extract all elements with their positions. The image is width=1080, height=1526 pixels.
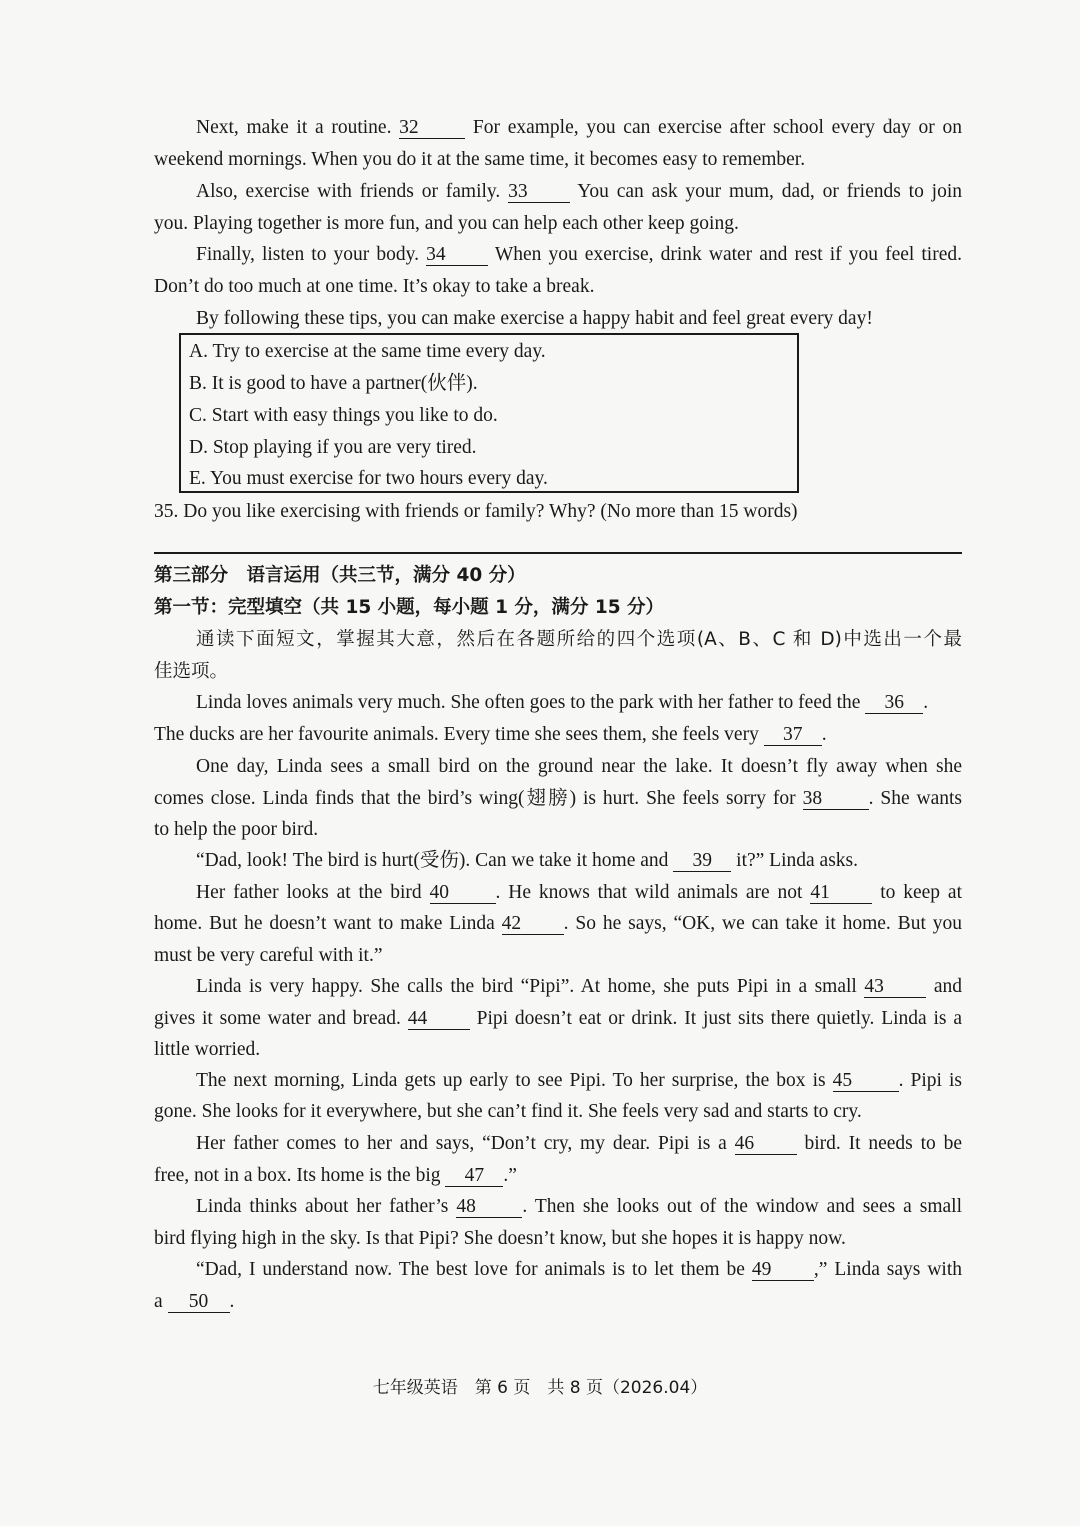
text: Linda thinks about her father’s bbox=[196, 1196, 449, 1217]
blank-39: 39 bbox=[673, 851, 731, 872]
blank-42: 42 bbox=[502, 914, 564, 935]
cloze-line-1 bbox=[196, 691, 962, 715]
text: You can ask your mum, dad, or friends to join bbox=[577, 181, 962, 202]
footer-text: 七年级英语 第 6 页 共 8 页（2026.04） bbox=[372, 1378, 708, 1398]
blank-44: 44 bbox=[408, 1009, 470, 1030]
cloze-line-9: must be very careful with it.” bbox=[154, 945, 383, 966]
blank-41: 41 bbox=[810, 883, 872, 904]
blank-47: 47 bbox=[445, 1166, 503, 1187]
text: . He knows that wild animals are not bbox=[495, 882, 803, 903]
text: “Dad, look! The bird is hurt(受伤). Can we take it home and bbox=[196, 850, 669, 871]
reading-line-3 bbox=[196, 180, 962, 204]
blank-49: 49 bbox=[752, 1260, 814, 1281]
text: . bbox=[923, 692, 929, 713]
cloze-line-5: to help the poor bird. bbox=[154, 819, 319, 840]
part-title: 第三部分 语言运用（共三节，满分 40 分） bbox=[154, 565, 526, 586]
text: Linda is very happy. She calls the bird “Pipi”. At home, she puts Pipi in a small bbox=[196, 976, 857, 997]
cloze-line-17 bbox=[196, 1195, 962, 1219]
text: home. But he doesn’t want to make Linda bbox=[154, 913, 495, 934]
reading-line-4: you. Playing together is more fun, and you can help each other keep going. bbox=[154, 213, 739, 234]
reading-line-1 bbox=[196, 116, 962, 140]
blank-45: 45 bbox=[833, 1071, 899, 1092]
text: free, not in a box. Its home is the big bbox=[154, 1165, 441, 1186]
blank-38: 38 bbox=[803, 789, 869, 810]
blank-50: 50 bbox=[168, 1292, 230, 1313]
cloze-line-16 bbox=[154, 1164, 962, 1188]
blank-46: 46 bbox=[735, 1134, 797, 1155]
blank-36: 36 bbox=[865, 693, 923, 714]
blank-33: 33 bbox=[508, 182, 570, 203]
option-c: C. Start with easy things you like to do. bbox=[189, 405, 498, 426]
text: . bbox=[229, 1291, 235, 1312]
text: . Then she looks out of the window and sees a small bbox=[522, 1196, 963, 1217]
option-d: D. Stop playing if you are very tired. bbox=[189, 437, 477, 458]
text: . bbox=[821, 724, 827, 745]
cloze-line-2 bbox=[154, 723, 962, 747]
cloze-line-4 bbox=[154, 787, 962, 811]
text: to keep at bbox=[880, 882, 963, 903]
instruction-line-1: 通读下面短文，掌握其大意，然后在各题所给的四个选项(A、B、C 和 D)中选出一个最 bbox=[196, 629, 962, 650]
text: Next, make it a routine. bbox=[196, 117, 392, 138]
text: When you exercise, drink water and rest if you feel tired. bbox=[494, 244, 962, 265]
cloze-line-3: One day, Linda sees a small bird on the ground near the lake. It doesn’t fly away when she bbox=[196, 756, 962, 777]
cloze-line-6 bbox=[196, 849, 962, 873]
text: gives it some water and bread. bbox=[154, 1008, 401, 1029]
cloze-line-14: gone. She looks for it everywhere, but she can’t find it. She feels very sad and starts to cry. bbox=[154, 1101, 862, 1122]
text: Her father looks at the bird bbox=[196, 882, 422, 903]
option-a: A. Try to exercise at the same time every day. bbox=[189, 341, 546, 362]
text: Also, exercise with friends or family. bbox=[196, 181, 501, 202]
text: Pipi doesn’t eat or drink. It just sits there quietly. Linda is a bbox=[476, 1008, 962, 1029]
section-divider bbox=[154, 552, 962, 554]
cloze-line-8 bbox=[154, 912, 962, 936]
text: . She wants bbox=[868, 788, 962, 809]
cloze-line-20 bbox=[154, 1290, 962, 1314]
cloze-line-12: little worried. bbox=[154, 1039, 261, 1060]
cloze-line-11 bbox=[154, 1007, 962, 1031]
text: For example, you can exercise after school every day or on bbox=[472, 117, 963, 138]
text: . So he says, “OK, we can take it home. But you bbox=[563, 913, 962, 934]
option-b: B. It is good to have a partner(伙伴). bbox=[189, 373, 478, 394]
page-footer bbox=[0, 1377, 1080, 1399]
cloze-line-13 bbox=[196, 1069, 962, 1093]
reading-line-2: weekend mornings. When you do it at the same time, it becomes easy to remember. bbox=[154, 149, 806, 170]
text: . Pipi is bbox=[898, 1070, 962, 1091]
cloze-line-7 bbox=[196, 881, 962, 905]
reading-line-6: Don’t do too much at one time. It’s okay to take a break. bbox=[154, 276, 595, 297]
cloze-line-19 bbox=[196, 1258, 962, 1282]
question-35: 35. Do you like exercising with friends or family? Why? (No more than 15 words) bbox=[154, 501, 798, 522]
cloze-line-15 bbox=[196, 1132, 962, 1156]
text: it?” Linda asks. bbox=[736, 850, 858, 871]
sub-title-text: 第一节：完型填空（共 15 小题，每小题 1 分，满分 15 分） bbox=[154, 597, 665, 618]
text: ,” Linda says with bbox=[813, 1259, 963, 1280]
cloze-line-10 bbox=[196, 975, 962, 999]
text: bird. It needs to be bbox=[804, 1133, 963, 1154]
text: The ducks are her favourite animals. Every time she sees them, she feels very bbox=[154, 724, 759, 745]
text: “Dad, I understand now. The best love for animals is to let them be bbox=[196, 1259, 745, 1280]
text: Linda loves animals very much. She often goes to the park with her father to feed the bbox=[196, 692, 861, 713]
text: The next morning, Linda gets up early to see Pipi. To her surprise, the box is bbox=[196, 1070, 826, 1091]
option-e: E. You must exercise for two hours every day. bbox=[189, 468, 548, 489]
blank-32: 32 bbox=[399, 118, 465, 139]
blank-48: 48 bbox=[456, 1197, 522, 1218]
reading-line-7: By following these tips, you can make exercise a happy habit and feel great every day! bbox=[196, 308, 873, 329]
text: .” bbox=[503, 1165, 517, 1186]
blank-37: 37 bbox=[764, 725, 822, 746]
instruction-line-2: 佳选项。 bbox=[154, 661, 229, 682]
text: Finally, listen to your body. bbox=[196, 244, 419, 265]
blank-40: 40 bbox=[430, 883, 496, 904]
sub-title bbox=[154, 596, 962, 620]
blank-43: 43 bbox=[864, 977, 926, 998]
text: and bbox=[933, 976, 963, 997]
reading-line-5 bbox=[196, 243, 962, 267]
text: Her father comes to her and says, “Don’t cry, my dear. Pipi is a bbox=[196, 1133, 727, 1154]
cloze-line-18: bird flying high in the sky. Is that Pipi? She doesn’t know, but she hopes it is happy now. bbox=[154, 1228, 846, 1249]
text: comes close. Linda finds that the bird’s wing(翅膀) is hurt. She feels sorry for bbox=[154, 788, 796, 809]
text: a bbox=[154, 1291, 163, 1312]
blank-34: 34 bbox=[426, 245, 488, 266]
